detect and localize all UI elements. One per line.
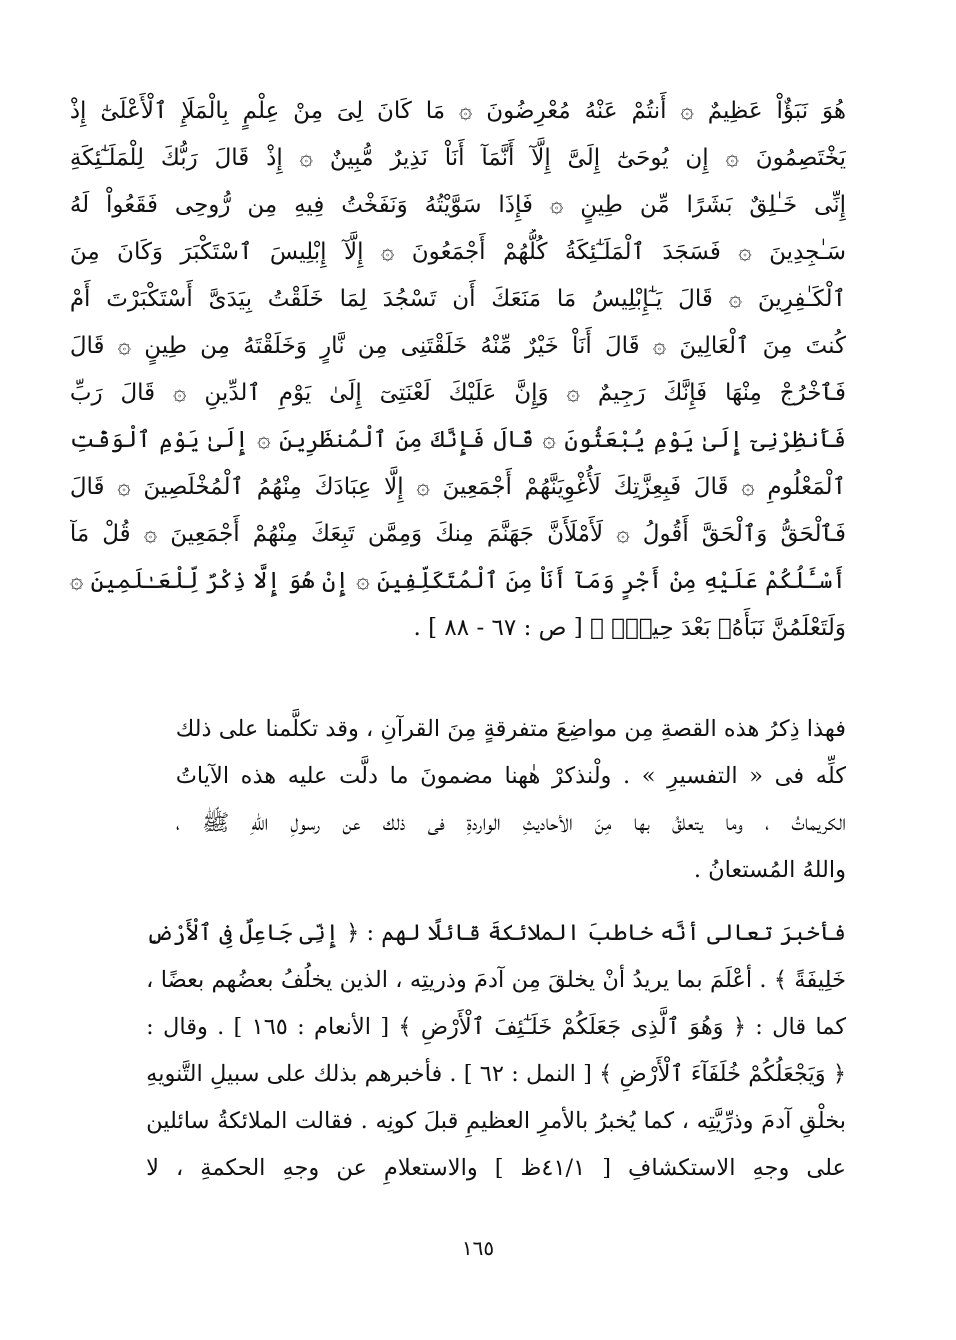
quran-line-11: أَسْـَٔلُكُمْ عَلَيْهِ مِنْ أَجْرٍ وَمَآ أَنَاْ مِنَ ٱلْمُتَكَلِّفِينَ ۞ إِنْ هُوَ إِلَّا ذِكْرٌ لِّلْعَـٰلَمِينَ ۞ [69, 568, 846, 594]
paragraph-2-line-1: فأخبرَ تعالى أنَّه خاطبَ الملائكةَ قائلًا لهم : ﴿ إِنِّى جَاعِلٌ فِى ٱلْأَرْضِ [146, 920, 846, 946]
quran-line-12: وَلَتَعْلَمُنَّ نَبَأَهُۥ بَعْدَ حِينٍۭ ﴾ [ ص : ٦٧ - ٨٨ ] . [413, 615, 846, 641]
paragraph-1-line-2: كلِّه فى « التفسيرِ » . ولْنذكرْ هٰهنا مضمونَ ما دلَّت عليه هذه الآياتُ [175, 763, 846, 789]
paragraph-1 [176, 706, 846, 894]
quran-line-1: هُوَ نَبَؤٌاْ عَظِيمٌ ۞ أَنتُمْ عَنْهُ مُعْرِضُونَ ۞ مَا كَانَ لِىَ مِنْ عِلْمٍ بِالْمَلَإِ ٱلْأَعْلَىٰٓ إِذْ [69, 98, 846, 124]
quran-line-8: فَأَنظِرْنِىٓ إِلَىٰ يَوْمِ يُبْعَثُونَ ۞ قَالَ فَإِنَّكَ مِنَ ٱلْمُنظَرِينَ ۞ إِلَىٰ يَوْمِ ٱلْوَقْتِ [69, 427, 846, 453]
paragraph-2-line-6: على وجهِ الاستكشافِ [ ٤١/١ظ ] والاستعلامِ عن وجهِ الحكمةِ ، لا [146, 1155, 846, 1181]
quran-line-2: يَخْتَصِمُونَ ۞ إِن يُوحَىٰٓ إِلَىَّ إِلَّآ أَنَّمَآ أَنَاْ نَذِيرٌ مُّبِينٌ ۞ إِذْ قَالَ رَبُّكَ لِلْمَلَـٰٓئِكَةِ [69, 145, 846, 171]
page-number: ١٦٥ [461, 1236, 495, 1260]
paragraph-2-line-4: ﴿ وَيَجْعَلُكُمْ خُلَفَآءَ ٱلْأَرْضِ ﴾ [ النمل : ٦٢ ] . فأخبرهم بذلك على سبيلِ التَّنويهِ [146, 1061, 846, 1087]
paragraph-2 [146, 910, 846, 1192]
paragraph-2-line-3: كما قال : ﴿ وَهُوَ ٱلَّذِى جَعَلَكُمْ خَلَـٰٓئِفَ ٱلْأَرْضِ ﴾ [ الأنعام : ١٦٥ ] . وقال : [146, 1014, 846, 1040]
quran-line-7: فَٱخْرُجْ مِنْهَا فَإِنَّكَ رَجِيمٌ ۞ وَإِنَّ عَلَيْكَ لَعْنَتِىٓ إِلَىٰ يَوْمِ ٱلدِّينِ ۞ قَالَ رَبِّ [69, 380, 846, 406]
quran-line-6: كُنتَ مِنَ ٱلْعَالِينَ ۞ قَالَ أَنَاْ خَيْرٌ مِّنْهُ خَلَقْتَنِى مِن نَّارٍ وَخَلَقْتَهُ مِن طِينٍ ۞ قَالَ [69, 333, 846, 359]
quran-line-9: ٱلْمَعْلُومِ ۞ قَالَ فَبِعِزَّتِكَ لَأُغْوِيَنَّهُمْ أَجْمَعِينَ ۞ إِلَّا عِبَادَكَ مِنْهُمُ ٱلْمُخْلَصِينَ ۞ قَالَ [69, 474, 846, 500]
quran-line-10: فَٱلْحَقُّ وَٱلْحَقَّ أَقُولُ ۞ لَأَمْلَأَنَّ جَهَنَّمَ مِنكَ وَمِمَّن تَبِعَكَ مِنْهُمْ أَجْمَعِينَ ۞ قُلْ مَآ [69, 521, 846, 547]
quran-verses-block [70, 88, 846, 652]
paragraph-1-line-4: واللهُ المُستعانُ . [693, 857, 846, 883]
paragraph-2-line-5: بخلْقِ آدمَ وذرِّيَّتِه ، كما يُخبرُ بالأمرِ العظيمِ قبلَ كونِه . فقالت الملائكةُ سائلين [146, 1108, 846, 1134]
quran-line-5: ٱلْكَـٰفِرِينَ ۞ قَالَ يَـٰٓإِبْلِيسُ مَا مَنَعَكَ أَن تَسْجُدَ لِمَا خَلَقْتُ بِيَدَىَّ أَسْتَكْبَرْتَ أَمْ [69, 286, 846, 312]
quran-line-3: إِنِّى خَـٰلِقٌ بَشَرًا مِّن طِينٍ ۞ فَإِذَا سَوَّيْتُهُ وَنَفَخْتُ فِيهِ مِن رُّوحِى فَقَعُواْ لَهُ [69, 192, 846, 218]
quran-line-4: سَـٰجِدِينَ ۞ فَسَجَدَ ٱلْمَلَـٰٓئِكَةُ كُلُّهُمْ أَجْمَعُونَ ۞ إِلَّآ إِبْلِيسَ ٱسْتَكْبَرَ وَكَانَ مِنَ [69, 239, 846, 265]
paragraph-2-line-2: خَلِيفَةً ﴾ . أعْلَمَ بما يريدُ أنْ يخلقَ مِن آدمَ وذريتِه ، الذين يخلُفُ بعضُهم بعضًا ، [146, 967, 846, 993]
paragraph-1-line-1: فهذا ذِكرُ هذه القصةِ مِن مواضِعَ متفرقةٍ مِنَ القرآنِ ، وقد تكلَّمنا على ذلك [175, 716, 846, 742]
paragraph-1-line-3: الكريماتُ ، وما يتعلقُ بها مِنَ الأحاديثِ الواردةِ فى ذلك عن رسولِ اللهِ ﷺ ، [175, 810, 846, 836]
